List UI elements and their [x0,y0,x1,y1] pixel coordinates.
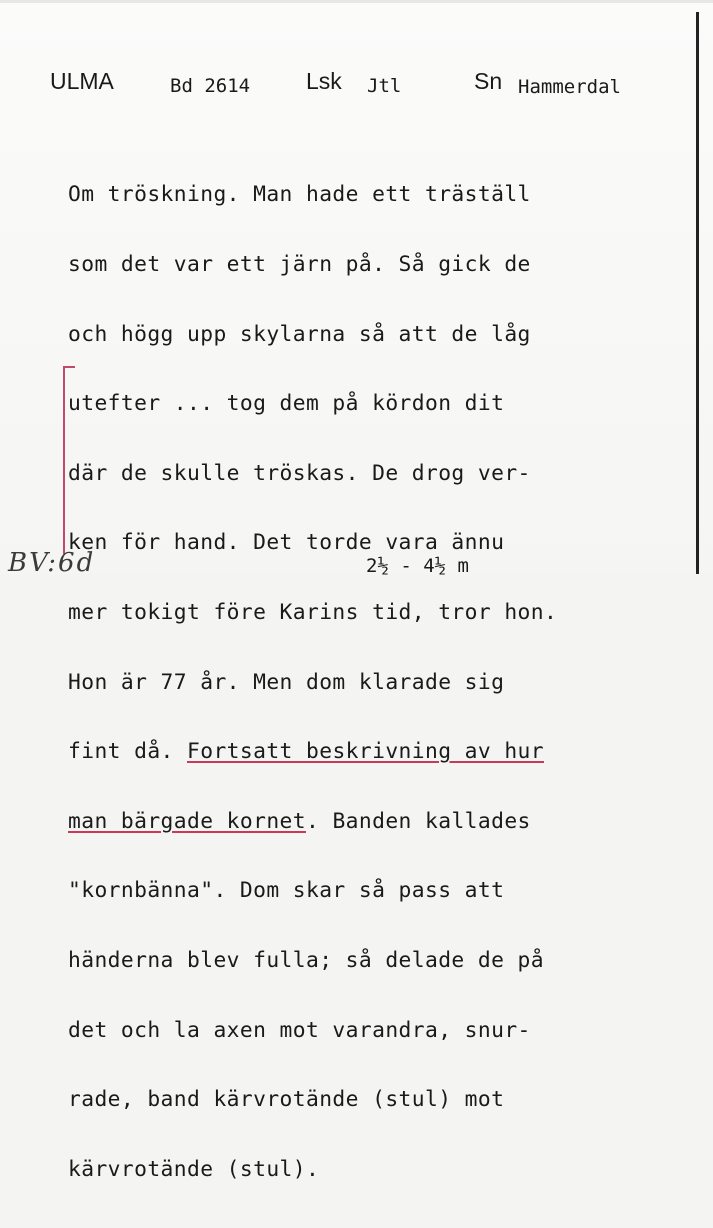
text-line: där de skulle tröskas. De drog ver- [68,460,531,486]
lsk-value: Jtl [367,75,402,97]
card-right-edge [696,12,699,574]
record-text [68,137,557,1227]
underlined-phrase: man bärgade kornet [68,808,306,834]
text-line: utefter ... tog dem på kördon dit [68,391,505,417]
margin-bracket [63,366,65,554]
text-line [68,810,557,833]
text-line [68,740,557,763]
text-segment: . Banden kallades [306,808,531,834]
card-top-edge [0,0,713,3]
bd-number: Bd 2614 [170,75,251,97]
text-line: rade, band kärvrotände (stul) mot [68,1087,505,1113]
text-line: och högg upp skylarna så att de låg [68,321,531,347]
depth-measurement: 2½ - 4½ m [366,555,469,577]
sn-label: Sn [474,68,503,94]
text-line: mer tokigt före Karins tid, tror hon. [68,599,558,625]
text-line: händerna blev fulla; så delade de på [68,947,544,973]
text-line: det och la axen mot varandra, snur- [68,1017,531,1043]
lsk-label: Lsk [306,68,342,94]
text-line: kärvrotände (stul). [68,1156,320,1182]
text-line: ken för hand. Det torde vara ännu [68,530,505,556]
underlined-phrase: Fortsatt beskrivning av hur [187,739,544,765]
text-segment: fint då. [68,739,187,765]
archive-code: ULMA [50,68,114,94]
sn-value: Hammerdal [518,76,621,98]
text-line: som det var ett järn på. Så gick de [68,252,531,277]
handwritten-margin-note: BV:6d [8,548,96,578]
text-line: Hon är 77 år. Men dom klarade sig [68,669,505,695]
text-line: "kornbänna". Dom skar så pass att [68,878,505,904]
text-line: Om tröskning. Man hade ett träställ [68,182,531,208]
